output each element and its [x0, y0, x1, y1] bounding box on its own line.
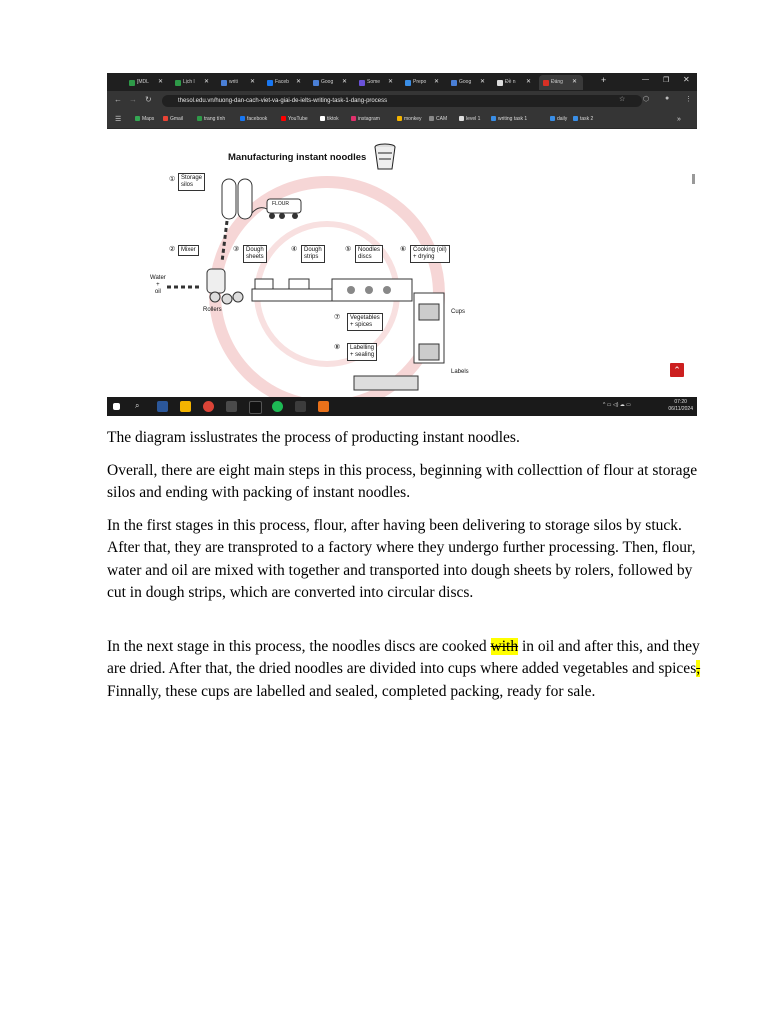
- forward-icon[interactable]: →: [129, 95, 137, 104]
- bookmark-label: facebook: [247, 116, 268, 122]
- labels-label: Labels: [451, 369, 469, 375]
- scrollbar-thumb[interactable]: [692, 174, 695, 184]
- reload-icon[interactable]: ↻: [145, 95, 152, 104]
- tab-close-icon[interactable]: ✕: [479, 79, 485, 85]
- embedded-screenshot: [107, 73, 697, 416]
- extensions-icon[interactable]: ⬡: [643, 96, 650, 103]
- cups-label: Cups: [451, 309, 466, 315]
- tab-label: Prepo: [413, 79, 427, 85]
- flour-label: FLOUR: [272, 201, 289, 207]
- chrome-icon[interactable]: [203, 401, 214, 412]
- apps-icon[interactable]: ☰: [115, 116, 122, 123]
- browser-tab[interactable]: [309, 75, 353, 90]
- spotify-icon[interactable]: [272, 401, 283, 412]
- bookmark-icon: [135, 116, 140, 121]
- bookmark-icon: [397, 116, 402, 121]
- step-number: ②: [169, 246, 176, 253]
- step-number: ①: [169, 176, 176, 183]
- bookmark-icon: [351, 116, 356, 121]
- tab-close-icon[interactable]: ✕: [525, 79, 531, 85]
- bookmark-icon: [550, 116, 555, 121]
- tab-label: Đề n: [505, 79, 516, 85]
- minimize-icon[interactable]: —: [642, 76, 649, 83]
- bookmark-label: instagram: [358, 116, 380, 122]
- windows-taskbar: [107, 397, 697, 416]
- chrome-profile-icon[interactable]: [226, 401, 237, 412]
- vegetables-spices-label: Vegetables + spices: [347, 313, 383, 331]
- bookmark-label: YouTube: [288, 116, 308, 122]
- browser-tab[interactable]: [217, 75, 261, 90]
- profile-icon[interactable]: ●: [665, 95, 670, 102]
- search-icon[interactable]: ⌕: [135, 401, 140, 410]
- url-field[interactable]: thesol.edu.vn/huong-dan-cach-viet-va-giai-de-ielts-writing-task-1-dang-process: [162, 95, 642, 107]
- bookmark-label: Maps: [142, 116, 155, 122]
- browser-tab[interactable]: [401, 75, 445, 90]
- bookmark-icon: [573, 116, 578, 121]
- tab-favicon-icon: [451, 80, 457, 86]
- tab-favicon-icon: [405, 80, 411, 86]
- taskbar-clock[interactable]: [668, 399, 693, 413]
- paragraph-4-part-a: In the next stage in this process, the noodles discs are cooked: [107, 638, 491, 655]
- more-bookmarks-icon[interactable]: »: [677, 116, 681, 123]
- tab-close-icon[interactable]: ✕: [341, 79, 347, 85]
- browser-tab[interactable]: [493, 75, 537, 90]
- back-icon[interactable]: ←: [114, 95, 122, 104]
- tab-close-icon[interactable]: ✕: [571, 79, 577, 85]
- bookmark-item[interactable]: [351, 111, 380, 128]
- paragraph-4-part-b: in oil and after this, and they are dried. After that, the dried noodles are divided into cups where added vegetables and spices: [107, 638, 700, 678]
- paragraph-2: Overall, there are eight main steps in this process, beginning with collecttion of flour at storage silos and ending with packing of instant noodles.: [107, 462, 698, 502]
- paragraph-4-part-c: Finnally, these cups are labelled and sealed, completed packing, ready for sale.: [107, 682, 596, 700]
- step-number: ⑤: [345, 246, 352, 253]
- paragraph-4: [107, 636, 707, 703]
- tab-favicon-icon: [175, 80, 181, 86]
- bookmark-label: daily: [557, 116, 568, 122]
- new-tab-icon[interactable]: +: [601, 75, 607, 85]
- bookmarks-bar: [107, 111, 697, 129]
- browser-tab[interactable]: [171, 75, 215, 90]
- bookmark-item[interactable]: [573, 111, 593, 128]
- tab-favicon-icon: [221, 80, 227, 86]
- step-number: ④: [291, 246, 298, 253]
- window-close-icon[interactable]: ✕: [683, 75, 690, 84]
- dough-sheets-label: Dough sheets: [243, 245, 267, 263]
- tab-close-icon[interactable]: ✕: [249, 79, 255, 85]
- tab-favicon-icon: [313, 80, 319, 86]
- tab-favicon-icon: [359, 80, 365, 86]
- bookmark-item[interactable]: [320, 111, 339, 128]
- bookmark-icon: [491, 116, 496, 121]
- tab-label: Goog: [459, 79, 472, 85]
- tab-label: Lịch l: [183, 79, 195, 85]
- start-icon[interactable]: [113, 403, 120, 410]
- browser-tab[interactable]: [355, 75, 399, 90]
- noodle-discs-label: Noodles discs: [355, 245, 383, 263]
- tab-favicon-icon: [129, 80, 135, 86]
- restore-icon[interactable]: ❐: [663, 77, 670, 84]
- firefox-icon[interactable]: [318, 401, 329, 412]
- bookmark-icon: [240, 116, 245, 121]
- step-number: ③: [233, 246, 240, 253]
- process-diagram: [107, 129, 697, 397]
- cooking-drying-label: Cooking (oil) + drying: [410, 245, 450, 263]
- tab-label: Faceb: [275, 79, 289, 85]
- bookmark-icon: [163, 116, 168, 121]
- paragraph-3: In the first stages in this process, flour, after having been delivering to storage silos by stuck. After that, they are transproted to a factory where they undergo further processing. Then, flour, water and oil are mixed with together and transported into dough sheets by rolers, followed by cut in dough strips, which are converted into circular discs.: [107, 517, 696, 601]
- bookmark-icon: [459, 116, 464, 121]
- menu-icon[interactable]: ⋮: [685, 96, 692, 103]
- labelling-sealing-label: Labelling + sealing: [347, 343, 377, 361]
- bookmark-label: tiktok: [327, 116, 339, 122]
- app-icon[interactable]: [295, 401, 306, 412]
- tab-label: [MDL: [137, 79, 149, 85]
- diagram-title: Manufacturing instant noodles: [228, 152, 367, 163]
- bookmark-item[interactable]: [429, 111, 447, 128]
- bookmark-item[interactable]: [135, 111, 154, 128]
- bookmark-label: writing task 1: [498, 116, 528, 122]
- tab-label: writi: [229, 79, 238, 85]
- bookmark-icon: [320, 116, 325, 121]
- bookmark-item[interactable]: [197, 111, 225, 128]
- bookmark-item[interactable]: [397, 111, 422, 128]
- browser-tab[interactable]: [263, 75, 307, 90]
- highlighted-deletion: ,: [696, 660, 701, 678]
- tab-favicon-icon: [267, 80, 273, 86]
- page-content: [107, 129, 697, 397]
- system-tray-icons[interactable]: ^ ▭ ◁) ☁ ▭: [603, 402, 631, 408]
- browser-tab-bar: [107, 73, 697, 91]
- dough-strips-label: Dough strips: [301, 245, 325, 263]
- step-number: ⑦: [334, 314, 341, 321]
- bookmark-icon: [197, 116, 202, 121]
- bookmark-label: Gmail: [170, 116, 184, 122]
- browser-tab[interactable]: [447, 75, 491, 90]
- bookmark-label: monkey: [404, 116, 422, 122]
- bookmark-item[interactable]: [163, 111, 183, 128]
- tab-close-icon[interactable]: ✕: [387, 79, 393, 85]
- water-oil-label: Water + oil: [150, 275, 166, 295]
- step-number: ⑧: [334, 344, 341, 351]
- bookmark-label: level 1: [466, 116, 481, 122]
- scroll-to-top-button[interactable]: ⌃: [670, 363, 684, 377]
- bookmark-star-icon[interactable]: ☆: [619, 96, 626, 103]
- bookmark-item[interactable]: [550, 111, 567, 128]
- storage-silos-label: Storage silos: [178, 173, 205, 191]
- bookmark-icon: [281, 116, 286, 121]
- tab-close-icon[interactable]: ✕: [157, 79, 163, 85]
- tab-favicon-icon: [543, 80, 549, 86]
- address-bar: [107, 91, 697, 111]
- tab-label: Goog: [321, 79, 334, 85]
- paragraph-1: The diagram isslustrates the process of producting instant noodles.: [107, 429, 520, 446]
- notes-icon[interactable]: [180, 401, 191, 412]
- bookmark-item[interactable]: [459, 111, 480, 128]
- tab-label: Đáng: [551, 79, 563, 85]
- highlighted-deletion: with: [490, 638, 519, 655]
- tiktok-icon[interactable]: [249, 401, 262, 414]
- tab-label: Some: [367, 79, 381, 85]
- bookmark-item[interactable]: [240, 111, 267, 128]
- bookmark-label: trang tính: [204, 116, 226, 122]
- mixer-label: Mixer: [178, 245, 199, 256]
- bookmark-label: task 2: [580, 116, 594, 122]
- step-number: ⑥: [400, 246, 407, 253]
- bookmark-icon: [429, 116, 434, 121]
- tab-close-icon[interactable]: ✕: [295, 79, 301, 85]
- rollers-label: Rollers: [203, 307, 222, 313]
- clock-date: 06/11/2024: [668, 406, 693, 412]
- bookmark-item[interactable]: [491, 111, 527, 128]
- browser-tab[interactable]: [125, 75, 169, 90]
- word-icon[interactable]: [157, 401, 168, 412]
- tab-close-icon[interactable]: ✕: [203, 79, 209, 85]
- tab-close-icon[interactable]: ✕: [433, 79, 439, 85]
- clock-time: 07:20: [674, 399, 687, 405]
- bookmark-item[interactable]: [281, 111, 308, 128]
- bookmark-label: CAM: [436, 116, 448, 122]
- browser-tab[interactable]: [539, 75, 583, 90]
- tab-favicon-icon: [497, 80, 503, 86]
